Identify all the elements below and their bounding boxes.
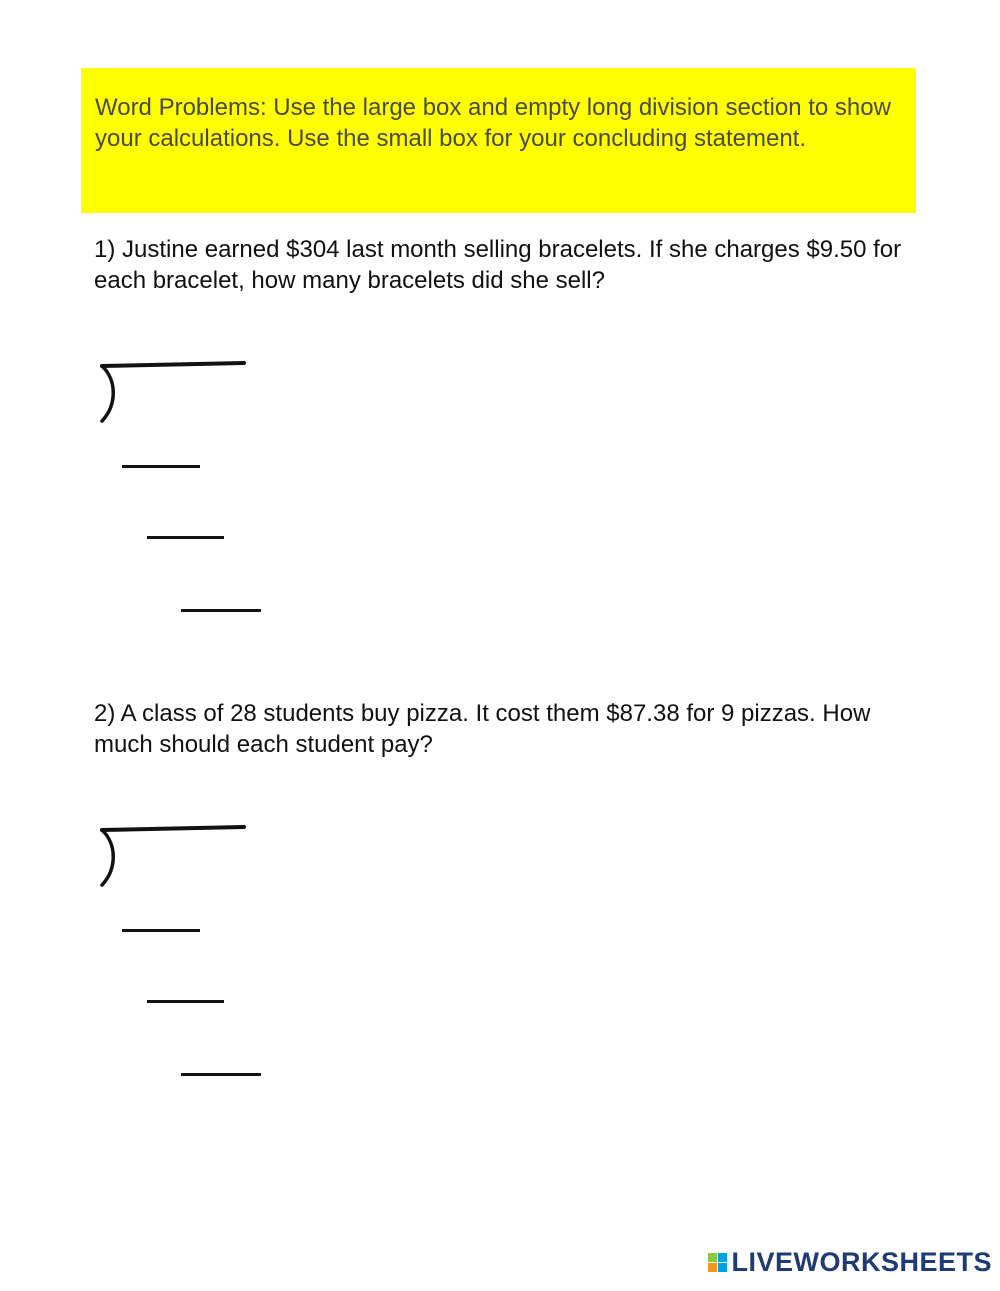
- liveworksheets-branding: [708, 1247, 992, 1277]
- division-bracket-icon: [95, 355, 255, 430]
- instructions-box: [81, 68, 916, 213]
- subtraction-line: [181, 609, 261, 612]
- division-bracket-icon: [95, 819, 255, 894]
- subtraction-line: [147, 536, 224, 539]
- subtraction-line: [122, 465, 200, 468]
- liveworksheets-logo-icon: [708, 1253, 727, 1272]
- long-division-work-area-2[interactable]: [95, 819, 295, 1089]
- subtraction-line: [122, 929, 200, 932]
- subtraction-line: [147, 1000, 224, 1003]
- subtraction-line: [181, 1073, 261, 1076]
- instructions-text: Word Problems: Use the large box and empty long division section to show your calculations. Use the small box for your concluding statement.: [95, 94, 891, 152]
- question-1-text: 1) Justine earned $304 last month selling bracelets. If she charges $9.50 for each bracelet, how many bracelets did she sell?: [94, 236, 902, 294]
- question-2-text: 2) A class of 28 students buy pizza. It cost them $87.38 for 9 pizzas. How much should each student pay?: [94, 700, 871, 758]
- brand-name: LIVEWORKSHEETS: [731, 1246, 992, 1277]
- long-division-work-area-1[interactable]: [95, 355, 295, 625]
